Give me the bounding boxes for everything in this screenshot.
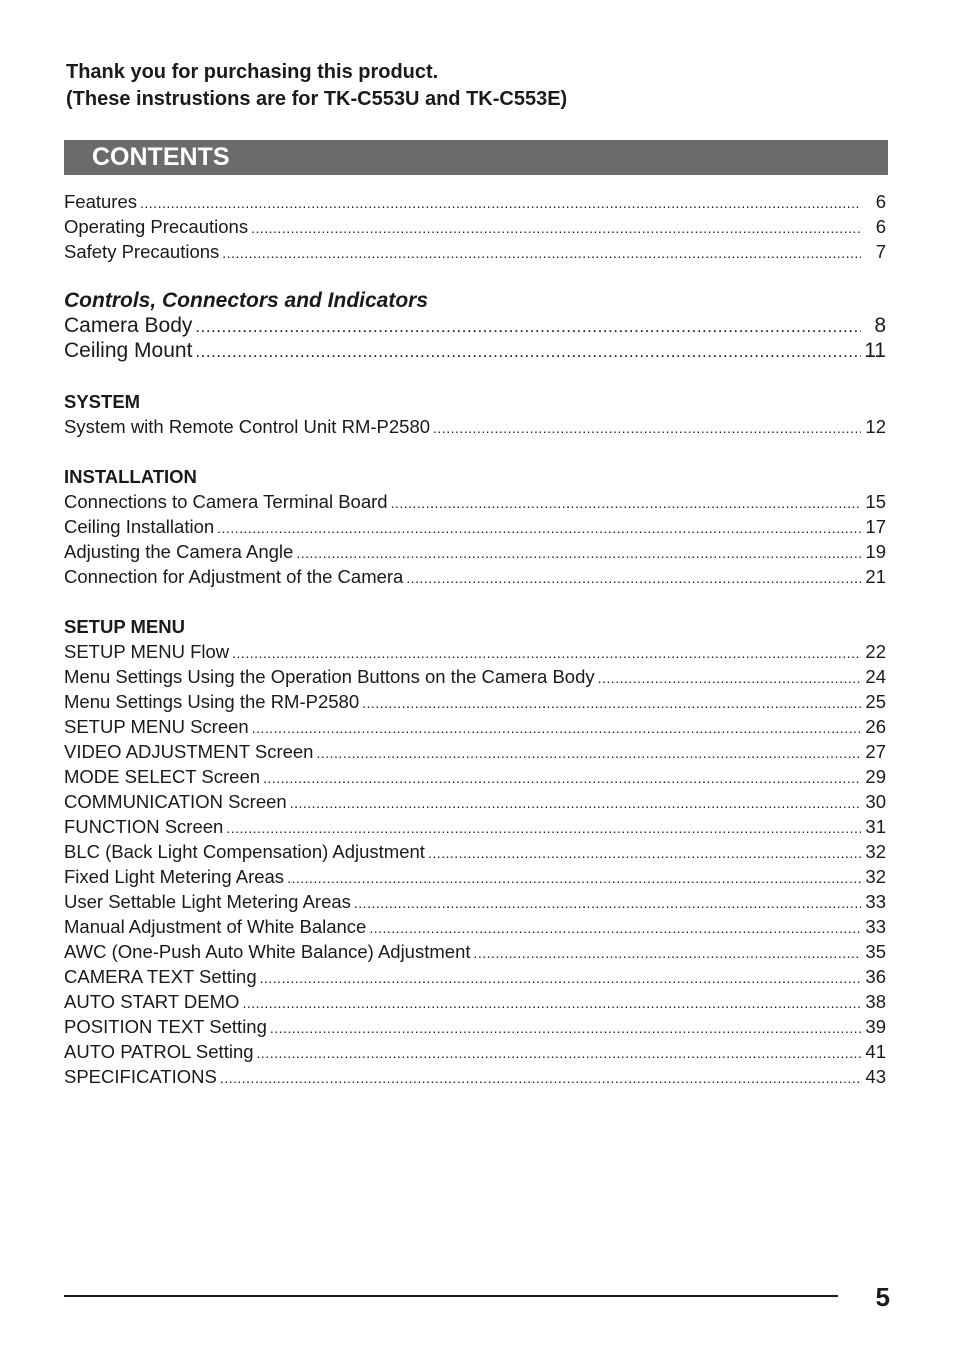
toc-entry[interactable]: Adjusting the Camera Angle ..... 19: [64, 539, 886, 564]
dot-leader: [316, 741, 861, 764]
toc-entry[interactable]: Fixed Light Metering Areas ..... 32: [64, 864, 886, 889]
toc-entry[interactable]: FUNCTION Screen ..... 31: [64, 814, 886, 839]
toc-entry[interactable]: Connection for Adjustment of the Camera ..... 21: [64, 564, 886, 589]
toc-entry[interactable]: User Settable Light Metering Areas ..... 33: [64, 889, 886, 914]
intro-line-2: (These instrustions are for TK-C553U and TK-C553E): [66, 88, 568, 110]
dot-leader: [287, 866, 861, 889]
page-number: 5: [875, 1282, 890, 1312]
intro-line-1: Thank you for purchasing this product.: [66, 61, 439, 83]
toc-entry[interactable]: Ceiling Mount ..... 11: [64, 338, 886, 363]
toc-entry[interactable]: Operating Precautions ..... 6: [64, 214, 886, 239]
dot-leader: [252, 716, 861, 739]
toc-entry[interactable]: VIDEO ADJUSTMENT Screen ..... 27: [64, 739, 886, 764]
intro-text: [66, 59, 886, 113]
dot-leader: [232, 641, 861, 664]
toc-entry[interactable]: POSITION TEXT Setting ..... 39: [64, 1014, 886, 1039]
dot-leader: [242, 991, 861, 1014]
dot-leader: [290, 791, 861, 814]
toc-entry[interactable]: Ceiling Installation ..... 17: [64, 514, 886, 539]
toc-controls: [64, 288, 886, 363]
dot-leader: [270, 1016, 861, 1039]
dot-leader: [406, 566, 861, 589]
toc-entry[interactable]: Features ..... 6: [64, 189, 886, 214]
toc-entry[interactable]: Menu Settings Using the Operation Buttons on the Camera Body ..... 24: [64, 664, 886, 689]
dot-leader: [226, 816, 861, 839]
toc-entry[interactable]: BLC (Back Light Compensation) Adjustment ..... 32: [64, 839, 886, 864]
dot-leader: [369, 916, 861, 939]
toc-installation: [64, 464, 886, 589]
dot-leader: [257, 1041, 861, 1064]
dot-leader: [391, 491, 861, 514]
toc-entry[interactable]: SETUP MENU Flow ..... 22: [64, 639, 886, 664]
toc-system: [64, 389, 886, 439]
section-heading-controls: Controls, Connectors and Indicators: [64, 289, 429, 312]
dot-leader: [263, 766, 861, 789]
dot-leader: [598, 666, 861, 689]
dot-leader: [433, 416, 861, 439]
toc-entry[interactable]: COMMUNICATION Screen ..... 30: [64, 789, 886, 814]
section-heading-system: SYSTEM: [64, 391, 141, 412]
toc-entry[interactable]: Manual Adjustment of White Balance ..... 33: [64, 914, 886, 939]
toc-entry[interactable]: SETUP MENU Screen ..... 26: [64, 714, 886, 739]
toc-general: [64, 189, 886, 264]
section-heading-setup-menu: SETUP MENU: [64, 616, 185, 637]
dot-leader: [260, 966, 861, 989]
toc-entry[interactable]: Safety Precautions ..... 7: [64, 239, 886, 264]
dot-leader: [354, 891, 861, 914]
toc-setup-menu: [64, 614, 886, 1089]
dot-leader: [217, 516, 861, 539]
dot-leader: [195, 314, 861, 338]
contents-banner: CONTENTS: [64, 140, 888, 175]
dot-leader: [474, 941, 862, 964]
dot-leader: [428, 841, 861, 864]
toc-entry[interactable]: Camera Body ..... 8: [64, 313, 886, 338]
dot-leader: [296, 541, 861, 564]
footer-divider: [64, 1295, 838, 1297]
toc-entry[interactable]: SPECIFICATIONS ..... 43: [64, 1064, 886, 1089]
toc-entry[interactable]: Connections to Camera Terminal Board ..... 15: [64, 489, 886, 514]
dot-leader: [220, 1066, 861, 1089]
toc-entry[interactable]: CAMERA TEXT Setting ..... 36: [64, 964, 886, 989]
dot-leader: [195, 339, 861, 363]
dot-leader: [251, 216, 861, 239]
dot-leader: [222, 241, 861, 264]
toc-entry[interactable]: Menu Settings Using the RM-P2580 ..... 25: [64, 689, 886, 714]
toc-entry[interactable]: MODE SELECT Screen ..... 29: [64, 764, 886, 789]
toc-entry[interactable]: AWC (One-Push Auto White Balance) Adjustment ..... 35: [64, 939, 886, 964]
section-heading-installation: INSTALLATION: [64, 466, 197, 487]
toc-entry[interactable]: System with Remote Control Unit RM-P2580 ..... 12: [64, 414, 886, 439]
dot-leader: [362, 691, 861, 714]
toc-entry[interactable]: AUTO START DEMO ..... 38: [64, 989, 886, 1014]
dot-leader: [140, 191, 861, 214]
toc-entry[interactable]: AUTO PATROL Setting ..... 41: [64, 1039, 886, 1064]
